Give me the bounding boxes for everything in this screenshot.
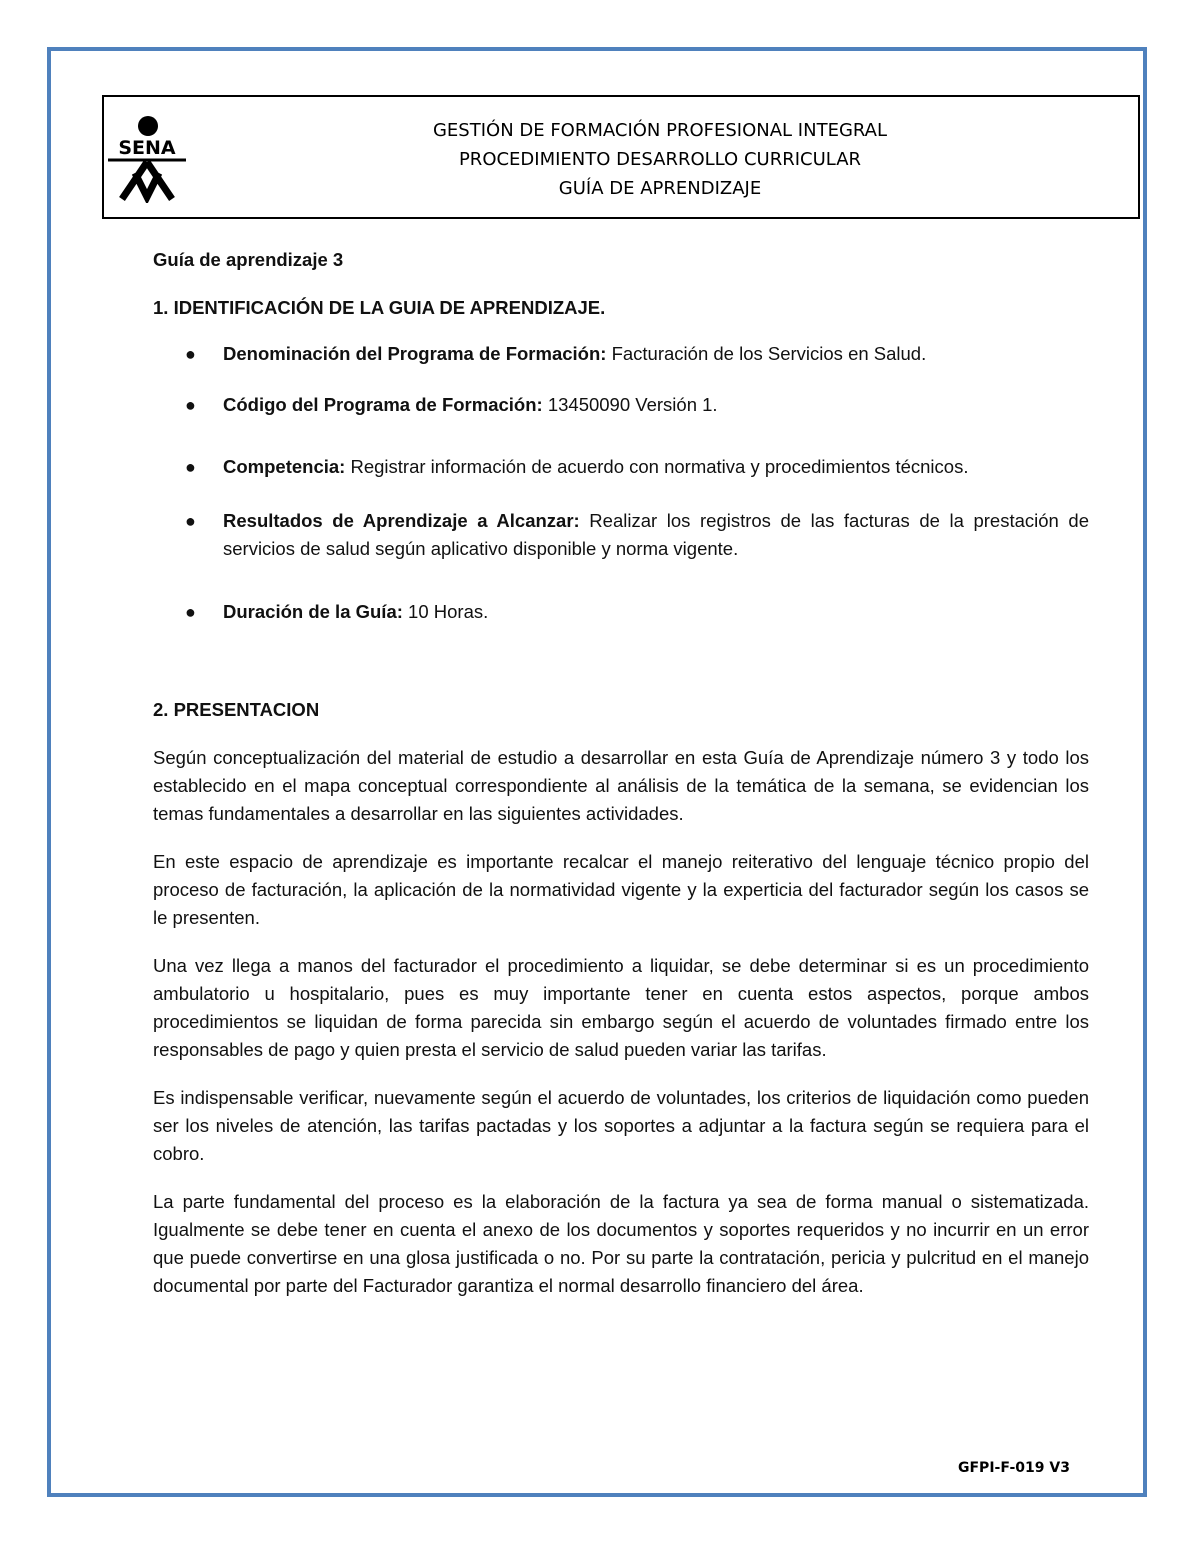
header-line-2: PROCEDIMIENTO DESARROLLO CURRICULAR [458,149,862,170]
section-2-title: 2. PRESENTACION [153,699,320,720]
bullet-icon: ● [185,511,196,531]
item-label: Resultados de Aprendizaje a Alcanzar: [223,510,580,531]
item-value: Realizar los registros de las facturas de la prestación de servicios de salud según aplicativo disponible y norma vigente. [223,510,1089,559]
header-titles [200,116,1120,203]
item-label: Duración de la Guía: [223,601,403,622]
logo-text: SENA [118,137,176,159]
item-value: 13450090 Versión 1. [542,394,718,415]
header-line-1: GESTIÓN DE FORMACIÓN PROFESIONAL INTEGRAL [432,120,888,141]
section-1-title: 1. IDENTIFICACIÓN DE LA GUIA DE APRENDIZAJE. [153,297,606,318]
list-item [153,598,1089,626]
paragraph: La parte fundamental del proceso es la elaboración de la factura ya sea de forma manual o sistematizada. Igualmente se debe tener en cuenta el anexo de los documentos y soportes requeridos y no incurrir en un error que puede convertirse en una glosa justificada o no. Por su parte la contratación, pericia y pulcritud en el manejo documental por parte del Facturador garantiza el normal desarrollo financiero del área. [153,1191,1089,1296]
item-label: Denominación del Programa de Formación: [223,343,607,364]
logo-head-icon [138,116,158,136]
item-value: Registrar información de acuerdo con normativa y procedimientos técnicos. [345,456,969,477]
bullet-icon: ● [185,395,196,415]
paragraph: Es indispensable verificar, nuevamente según el acuerdo de voluntades, los criterios de liquidación como pueden ser los niveles de atención, las tarifas pactadas y los soportes a adjuntar a la factura según se requiera para el cobro. [153,1087,1089,1164]
guide-title: Guía de aprendizaje 3 [153,249,344,270]
sena-logo [100,113,194,203]
list-item [153,453,1089,481]
paragraph: En este espacio de aprendizaje es importante recalcar el manejo reiterativo del lenguaje técnico propio del proceso de facturación, la aplicación de la normatividad vigente y la experticia del facturador según los casos se le presenten. [153,851,1089,928]
document-body [153,246,1089,1300]
item-label: Código del Programa de Formación: [223,394,543,415]
header-line-3: GUÍA DE APRENDIZAJE [558,178,762,199]
list-item [153,507,1089,563]
paragraph: Según conceptualización del material de estudio a desarrollar en esta Guía de Aprendizaje número 3 y todo los establecido en el mapa conceptual correspondiente al análisis de la temática de la semana, se evidencian los temas fundamentales a desarrollar en las siguientes actividades. [153,747,1089,824]
item-label: Competencia: [223,456,346,477]
bullet-icon: ● [185,602,196,622]
list-item [153,340,1089,368]
item-value: 10 Horas. [402,601,489,622]
paragraph: Una vez llega a manos del facturador el procedimiento a liquidar, se debe determinar si es un procedimiento ambulatorio u hospitalario, pues es muy importante tener en cuenta estos aspectos, porque ambos procedimientos se liquidan de forma parecida sin embargo según el acuerdo de voluntades firmado entre los responsables de pago y quien presta el servicio de salud pueden variar las tarifas. [153,955,1089,1060]
form-code: GFPI-F-019 V3 [958,1460,1070,1476]
item-value: Facturación de los Servicios en Salud. [606,343,927,364]
identification-list [153,340,1089,626]
list-item [153,391,1089,419]
bullet-icon: ● [185,344,196,364]
bullet-icon: ● [185,457,196,477]
